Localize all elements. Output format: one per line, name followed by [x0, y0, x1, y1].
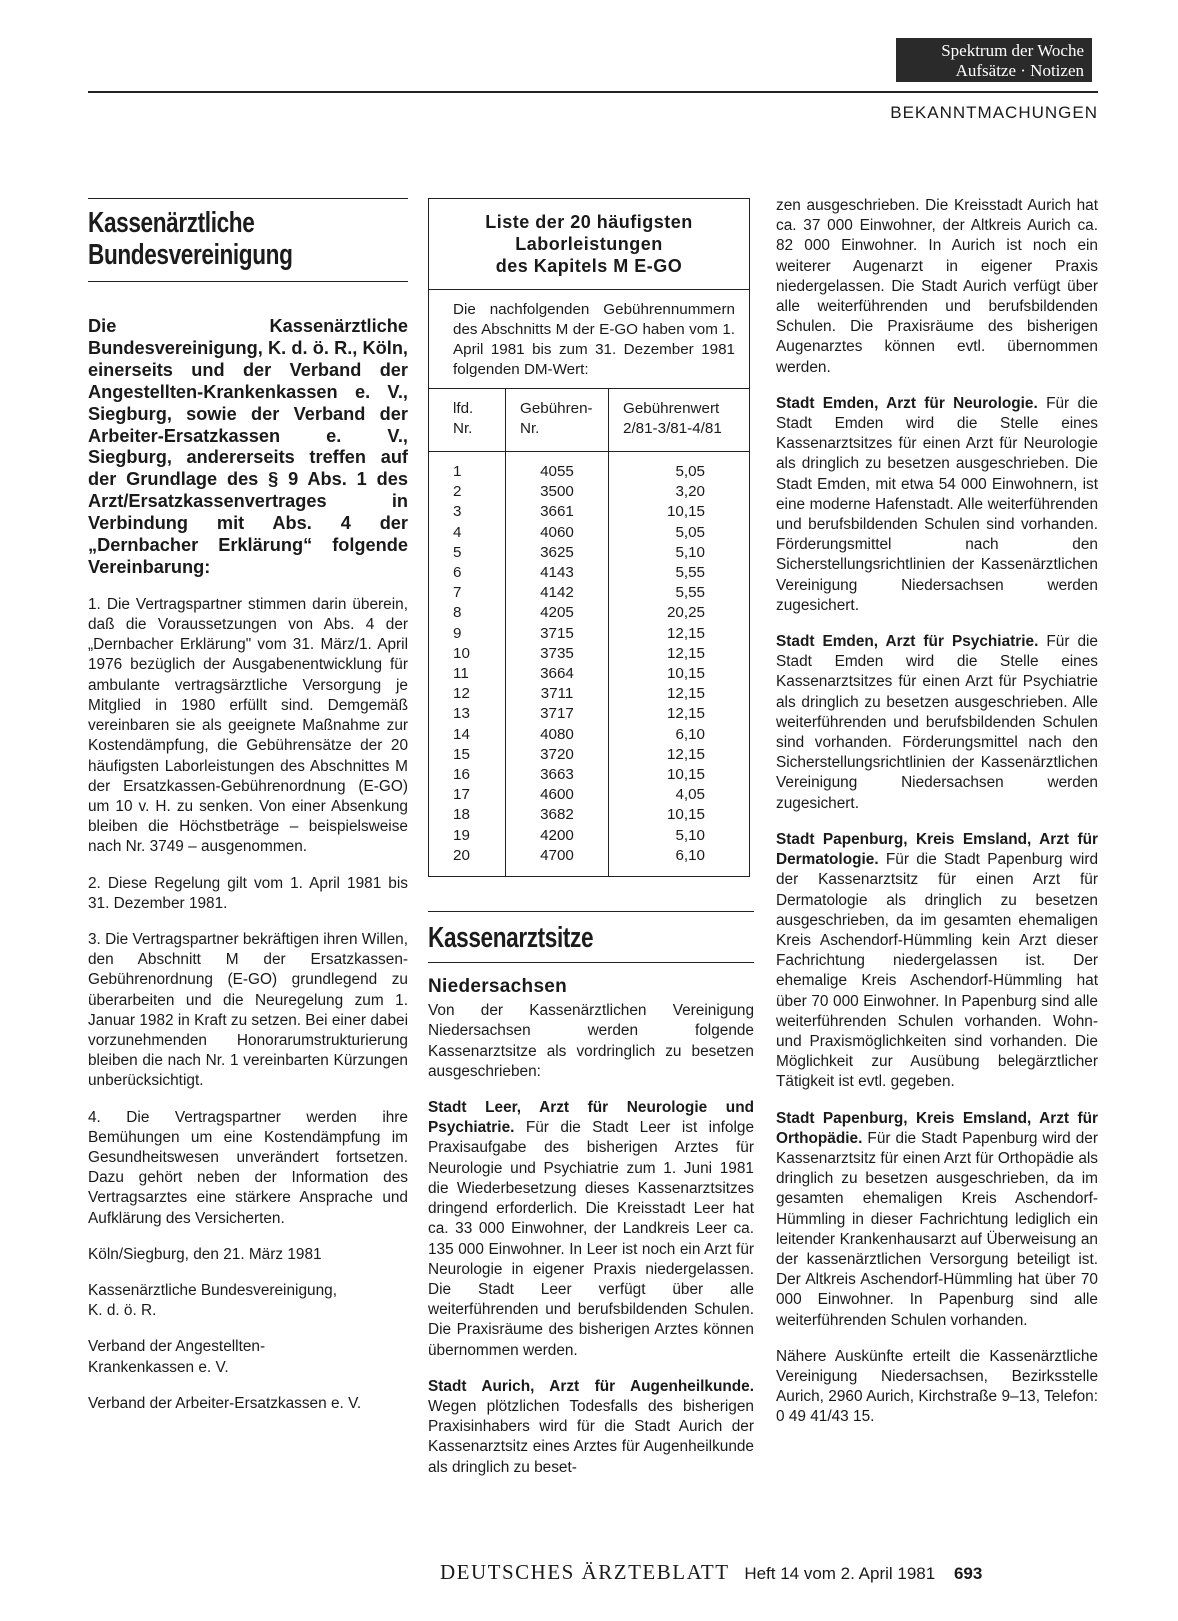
listing-leer-title: Stadt Leer, Arzt für Neurologie und Psychiatrie. [428, 1099, 754, 1137]
badge-line-1: Spektrum der Woche [941, 41, 1084, 60]
cell-fee-value: 6,10 [609, 846, 750, 876]
heading-rule-bottom [428, 962, 754, 963]
table-row [429, 482, 749, 502]
cell-fee-value: 20,25 [609, 603, 750, 623]
cell-number: 12 [453, 685, 470, 703]
signatory-3: Verband der Arbeiter-Ersatzkassen e. V. [88, 1394, 362, 1412]
cell-fee-number: 3717 [506, 704, 609, 724]
paragraph-1: 1. Die Vertragspartner stimmen darin überein, daß die Voraussetzungen von Abs. 4 der „Dernbacher Erklärung" vom 31. März/1. April 1976 bezüglich der Ausgabenentwicklung für ambulante vertragsärztliche Versorgung je Mitglied in 1980 erfüllt sind. Demgemäß vereinbaren sie als geeignete Maßnahme zur Kostendämpfung, die Gebührensätze der 20 häufigsten Laborleistungen des Abschnittes M der Ersatzkassen-Gebührenordnung (E-GO) um 10 v. H. zu senken. Von einer Absenkung bleiben die Höchstbeträge – beispielsweise nach Nr. 3749 – ausgenommen. [88, 595, 408, 856]
lab-table-body [429, 452, 749, 877]
table-row [429, 745, 749, 765]
cell-fee-number: 4060 [506, 523, 609, 543]
heading-block [428, 912, 754, 962]
table-row [429, 826, 749, 846]
cell-fee-number: 3664 [506, 664, 609, 684]
listing-emden-psychiatry [776, 632, 1098, 814]
heading-line-2: Bundesvereinigung [88, 239, 293, 271]
listing-leer [428, 1098, 754, 1361]
signatory-2 [88, 1337, 408, 1377]
listing-aurich-title: Stadt Aurich, Arzt für Augenheilkunde. [428, 1377, 754, 1395]
lead-paragraph: Die Kassenärztliche Bundesvereinigung, K. d. ö. R., Köln, einerseits und der Verband der Angestellten-Krankenkassen e. V., Siegburg, sowie der Verband der Arbeiter-Ersatzkassen e. V., Siegburg, andererseits treffen auf der Grundlage des § 9 Abs. 1 des Arzt/Ersatzkassenvertrages in Verbindung mit Abs. 4 der „Dernbacher Erklärung“ folgende Vereinbarung: [88, 316, 408, 577]
cell-fee-number: 3711 [506, 684, 609, 704]
lab-list-box [428, 198, 750, 877]
cell-fee-value: 5,55 [609, 583, 750, 603]
table-row [429, 452, 749, 483]
cell-number: 11 [453, 665, 469, 683]
cell-number: 20 [453, 846, 470, 864]
signatory-2-line-2: Krankenkassen e. V. [88, 1358, 229, 1376]
cell-fee-value: 12,15 [609, 644, 750, 664]
cell-fee-number: 3682 [506, 805, 609, 825]
cell-number: 1 [453, 463, 462, 480]
section-badge [896, 38, 1092, 82]
lab-list-title [429, 199, 749, 290]
table-row [429, 603, 749, 623]
cell-fee-value: 10,15 [609, 664, 750, 684]
cell-fee-value: 10,15 [609, 765, 750, 785]
cell-number: 17 [453, 786, 470, 804]
cell-fee-number: 4700 [506, 846, 609, 876]
cell-fee-value: 12,15 [609, 684, 750, 704]
listing-aurich-continued: zen ausgeschrieben. Die Kreisstadt Aurich hat ca. 37 000 Einwohner, der Altkreis Aurich ca. 82 000 Einwohner. In Aurich ist noch ein weiterer Augenarzt in eigener Praxis niedergelassen. Die Stadt Aurich verfügt über alle weiterführenden und berufsbildenden Schulen. Die Praxisräume des bisherigen Augenarztes können evtl. übernommen werden. [776, 197, 1098, 376]
header-rule [88, 91, 1098, 93]
listing-papenburg-orthopedics [776, 1109, 1098, 1331]
issue-info: Heft 14 vom 2. April 1981 [744, 1564, 936, 1583]
listing-emden-neurology-text: Für die Stadt Emden wird die Stelle eines Kassenarztsitzes für einen Arzt für Neurologie als dringlich zu besetzen ausgeschrieben. Die Stadt Emden, mit etwa 54 000 Einwohnern, ist eine moderne Hafenstadt. Alle weiterführenden und berufsbildenden Schulen sind vorhanden. Förderungsmittel nach den Sicherstellungsrichtlinien der Kassenärztlichen Vereinigung Niedersachsen werden zugesichert. [776, 394, 1098, 614]
lab-list-intro: Die nachfolgenden Gebührennummern des Abschnitts M der E-GO haben vom 1. April 1981 bis zum 31. Dezember 1981 folgenden DM-Wert: [429, 290, 749, 389]
cell-fee-number: 4600 [506, 785, 609, 805]
col-header-fee-value: Gebührenwert 2/81-3/81-4/81 [609, 389, 750, 452]
lab-list-title-line-1: Liste der 20 häufigsten [485, 212, 693, 232]
heading-kassenarztsitze: Kassenarztsitze [428, 922, 594, 955]
heading-rule-bottom [88, 281, 408, 282]
cell-fee-value: 5,10 [609, 543, 750, 563]
cell-number: 15 [453, 745, 470, 763]
cell-fee-number: 4080 [506, 725, 609, 745]
table-row [429, 644, 749, 664]
cell-fee-value: 5,10 [609, 826, 750, 846]
cell-number: 4 [453, 523, 462, 541]
cell-fee-number: 3715 [506, 624, 609, 644]
cell-number: 8 [453, 604, 462, 622]
cell-number: 5 [453, 543, 462, 561]
listing-emden-psychiatry-title: Stadt Emden, Arzt für Psychiatrie. [776, 633, 1039, 651]
listing-aurich-text: Wegen plötzlichen Todesfalls des bisherigen Praxisinhabers wird für die Stadt Aurich der Kassenarztsitz eines Arztes für Augenheilkunde als dringlich zu beset- [428, 1397, 754, 1476]
signatory-1-line-2: K. d. ö. R. [88, 1302, 157, 1320]
cell-fee-value: 4,05 [609, 785, 750, 805]
cell-number: 7 [453, 584, 462, 602]
listing-papenburg-orthopedics-title: Stadt Papenburg, Kreis Emsland, Arzt für Orthopädie. [776, 1109, 1098, 1147]
signatory-1 [88, 1281, 408, 1321]
cell-fee-number: 4200 [506, 826, 609, 846]
cell-fee-value: 12,15 [609, 704, 750, 724]
listing-leer-text: Für die Stadt Leer ist infolge Praxisaufgabe des bisherigen Arztes für Neurologie und Psychiatrie zum 1. Juni 1981 die Wiederbesetzung dieses Kassenarztsitzes dringend erforderlich. Die Kreisstadt Leer hat ca. 33 000 Einwohner, der Landkreis Leer ca. 135 000 Einwohner. In Leer ist noch ein Arzt für Neurologie in eigener Praxis niedergelassen. Die Stadt Leer verfügt über alle weiterführenden und berufsbildenden Schulen. Die Praxisräume des bisherigen Arztes können übernommen werden. [428, 1119, 754, 1359]
table-row [429, 664, 749, 684]
contact-paragraph: Nähere Auskünfte erteilt die Kassenärztliche Vereinigung Niedersachsen, Bezirksstelle Aurich, 2960 Aurich, Kirchstraße 9–13, Telefon: 0 49 41/43 15. [776, 1347, 1098, 1426]
heading-block [88, 199, 408, 281]
listing-papenburg-orthopedics-text: Für die Stadt Papenburg wird der Kassenarztsitz für einen Arzt für Orthopädie als dringlich zu besetzen ausgeschrieben, da im gesamten ehemaligen Kreis Aschendorf-Hümmling in dieser Fachrichtung lediglich ein leitender Krankenhausarzt auf Überweisung an der kassenärztlichen Versorgung beteiligt ist. Der Altkreis Aschendorf-Hümmling hat über 70 000 Einwohner. In Papenburg sind alle weiterführenden Schulen vorhanden. [776, 1129, 1098, 1329]
table-row [429, 502, 749, 522]
cell-fee-value: 5,55 [609, 563, 750, 583]
cell-fee-number: 3663 [506, 765, 609, 785]
cell-fee-number: 3735 [506, 644, 609, 664]
listing-emden-neurology [776, 394, 1098, 616]
cell-number: 13 [453, 705, 470, 723]
signatory-1-line-1: Kassenärztliche Bundesvereinigung, [88, 1281, 337, 1299]
cell-fee-number: 4143 [506, 563, 609, 583]
listing-emden-psychiatry-text: Für die Stadt Emden wird die Stelle eines Kassenarztsitzes für einen Arzt für Psychiatrie als dringlich zu besetzen ausgeschrieben. Alle weiterführenden und berufsbildenden Schulen sind vorhanden. Förderungsmittel nach den Sicherstellungsrichtlinien der Kassenärztlichen Vereinigung Niedersachsen werden zugesichert. [776, 633, 1098, 812]
page-footer [440, 1560, 1098, 1585]
paragraph-2: 2. Diese Regelung gilt vom 1. April 1981 bis 31. Dezember 1981. [88, 874, 408, 912]
table-row [429, 583, 749, 603]
cell-fee-number: 4142 [506, 583, 609, 603]
place-date: Köln/Siegburg, den 21. März 1981 [88, 1245, 322, 1263]
heading-line-1: Kassenärztliche [88, 207, 255, 239]
listing-papenburg-dermatology [776, 830, 1098, 1093]
cell-fee-number: 4205 [506, 603, 609, 623]
table-row [429, 563, 749, 583]
table-row [429, 765, 749, 785]
paragraph-3: 3. Die Vertragspartner bekräftigen ihren Willen, den Abschnitt M der Ersatzkassen-Gebührenordnung (E-GO) grundlegend zu überarbeiten und die Neuregelung zum 1. Januar 1982 in Kraft zu setzen. Bei einer dabei vorzunehmenden Honorarumstrukturierung bleiben die nach Nr. 1 vereinbarten Kürzungen unberücksichtigt. [88, 930, 408, 1090]
listing-emden-neurology-title: Stadt Emden, Arzt für Neurologie. [776, 394, 1038, 412]
cell-fee-number: 3720 [506, 745, 609, 765]
cell-fee-value: 6,10 [609, 725, 750, 745]
cell-fee-number: 4055 [506, 452, 609, 483]
cell-number: 9 [453, 624, 462, 642]
lab-table-header [429, 389, 749, 452]
table-row [429, 725, 749, 745]
table-row [429, 543, 749, 563]
table-row [429, 785, 749, 805]
lab-table [429, 389, 749, 876]
cell-number: 10 [453, 644, 470, 662]
cell-number: 6 [453, 564, 462, 582]
cell-number: 16 [453, 766, 470, 784]
badge-line-2: Aufsätze · Notizen [955, 61, 1084, 80]
lab-list-title-line-3: des Kapitels M E-GO [495, 256, 683, 276]
subhead-region: Niedersachsen [428, 976, 568, 998]
intro-paragraph: Von der Kassenärztlichen Vereinigung Niedersachsen werden folgende Kassenarztsitze als vordringlich zu besetzen ausgeschrieben: [428, 1002, 754, 1080]
cell-fee-value: 10,15 [609, 805, 750, 825]
column-3 [776, 196, 1098, 1444]
cell-fee-number: 3661 [506, 502, 609, 522]
signatory-2-line-1: Verband der Angestellten- [88, 1338, 266, 1356]
cell-fee-value: 10,15 [609, 502, 750, 522]
cell-fee-number: 3500 [506, 482, 609, 502]
table-row [429, 805, 749, 825]
column-2 [428, 198, 754, 1494]
listing-papenburg-dermatology-text: Für die Stadt Papenburg wird der Kassenarztsitz für einen Arzt für Dermatologie als dringlich zu besetzen ausgeschrieben, da im gesamten ehemaligen Kreis Aschendorf-Hümmling kein Arzt dieser Fachrichtung niedergelassen ist. Der ehemalige Kreis Aschendorf-Hümmling hat über 70 000 Einwohner. In Papenburg sind alle weiterführenden Schulen vorhanden. Wohn- und Praxismöglichkeiten sind vorhanden. Die Möglichkeit zur Ausübung belegärztlicher Tätigkeit ist evtl. gegeben. [776, 851, 1098, 1091]
cell-number: 19 [453, 826, 470, 844]
cell-number: 2 [453, 483, 462, 501]
cell-fee-value: 3,20 [609, 482, 750, 502]
table-row [429, 684, 749, 704]
table-row [429, 704, 749, 724]
cell-fee-value: 5,05 [609, 523, 750, 543]
cell-fee-value: 12,15 [609, 745, 750, 765]
col-header-fee-number: Gebühren- Nr. [506, 389, 609, 452]
lab-list-title-line-2: Laborleistungen [515, 234, 663, 254]
cell-fee-value: 12,15 [609, 624, 750, 644]
cell-number: 18 [453, 806, 470, 824]
col-header-number: lfd. Nr. [429, 389, 506, 452]
column-1 [88, 198, 408, 1430]
table-row [429, 846, 749, 876]
cell-fee-number: 3625 [506, 543, 609, 563]
cell-fee-value: 5,05 [609, 452, 750, 483]
table-row [429, 624, 749, 644]
magazine-name: DEUTSCHES ÄRZTEBLATT [440, 1560, 730, 1584]
cell-number: 3 [453, 503, 462, 521]
listing-papenburg-dermatology-title: Stadt Papenburg, Kreis Emsland, Arzt für Dermatologie. [776, 830, 1098, 869]
section-label: BEKANNTMACHUNGEN [890, 103, 1098, 122]
listing-aurich [428, 1377, 754, 1478]
table-row [429, 523, 749, 543]
paragraph-4: 4. Die Vertragspartner werden ihre Bemühungen um eine Kostendämpfung im Gesundheitswesen unverändert fortsetzen. Dazu gehört neben der Information des Vertragsarztes eine stärkere Ansprache und Aufklärung des Versicherten. [88, 1108, 408, 1227]
cell-number: 14 [453, 725, 470, 743]
page-number: 693 [953, 1564, 983, 1583]
